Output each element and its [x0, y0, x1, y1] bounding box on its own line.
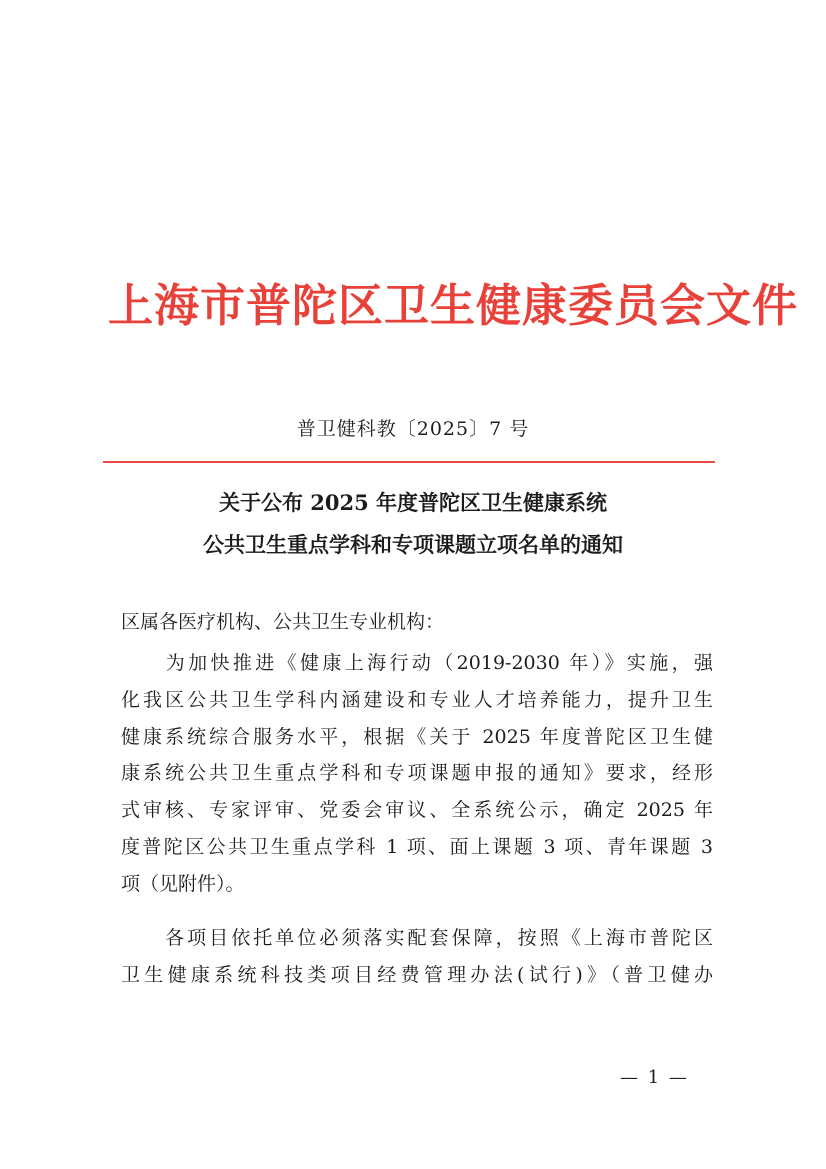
page-number: — 1 — — [620, 1067, 689, 1088]
paragraph-line: 项（见附件）。 — [121, 872, 245, 895]
paragraph-line: 康系统公共卫生重点学科和专项课题申报的通知》要求，经形 — [121, 762, 713, 785]
body-paragraph-1 — [121, 645, 713, 903]
paragraph-line: 化我区公共卫生学科内涵建设和专业人才培养能力，提升卫生 — [121, 688, 713, 711]
issuer-header-title: 上海市普陀区卫生健康委员会文件 — [108, 279, 799, 332]
paragraph-line: 各项目依托单位必须落实配套保障，按照《上海市普陀区 — [121, 927, 713, 949]
paragraph-line: 为加快推进《健康上海行动（2019-2030 年）》实施，强 — [121, 652, 713, 674]
notice-title-line: 关于公布 2025 年度普陀区卫生健康系统 — [218, 490, 608, 515]
red-separator-rule — [103, 461, 715, 463]
paragraph-line: 健康系统综合服务水平，根据《关于 2025 年度普陀区卫生健 — [121, 725, 713, 748]
paragraph-line: 度普陀区公共卫生重点学科 1 项、面上课题 3 项、青年课题 3 — [121, 835, 713, 858]
body-paragraph-2 — [121, 920, 713, 994]
salutation: 区属各医疗机构、公共卫生专业机构： — [121, 611, 445, 633]
paragraph-line: 卫生健康系统科技类项目经费管理办法(试行)》（普卫健办 — [121, 963, 713, 986]
notice-title — [100, 482, 726, 566]
document-number: 普卫健科教〔2025〕7 号 — [296, 418, 530, 440]
paragraph-line: 式审核、专家评审、党委会审议、全系统公示，确定 2025 年 — [121, 799, 713, 822]
notice-title-line: 公共卫生重点学科和专项课题立项名单的通知 — [203, 532, 623, 557]
